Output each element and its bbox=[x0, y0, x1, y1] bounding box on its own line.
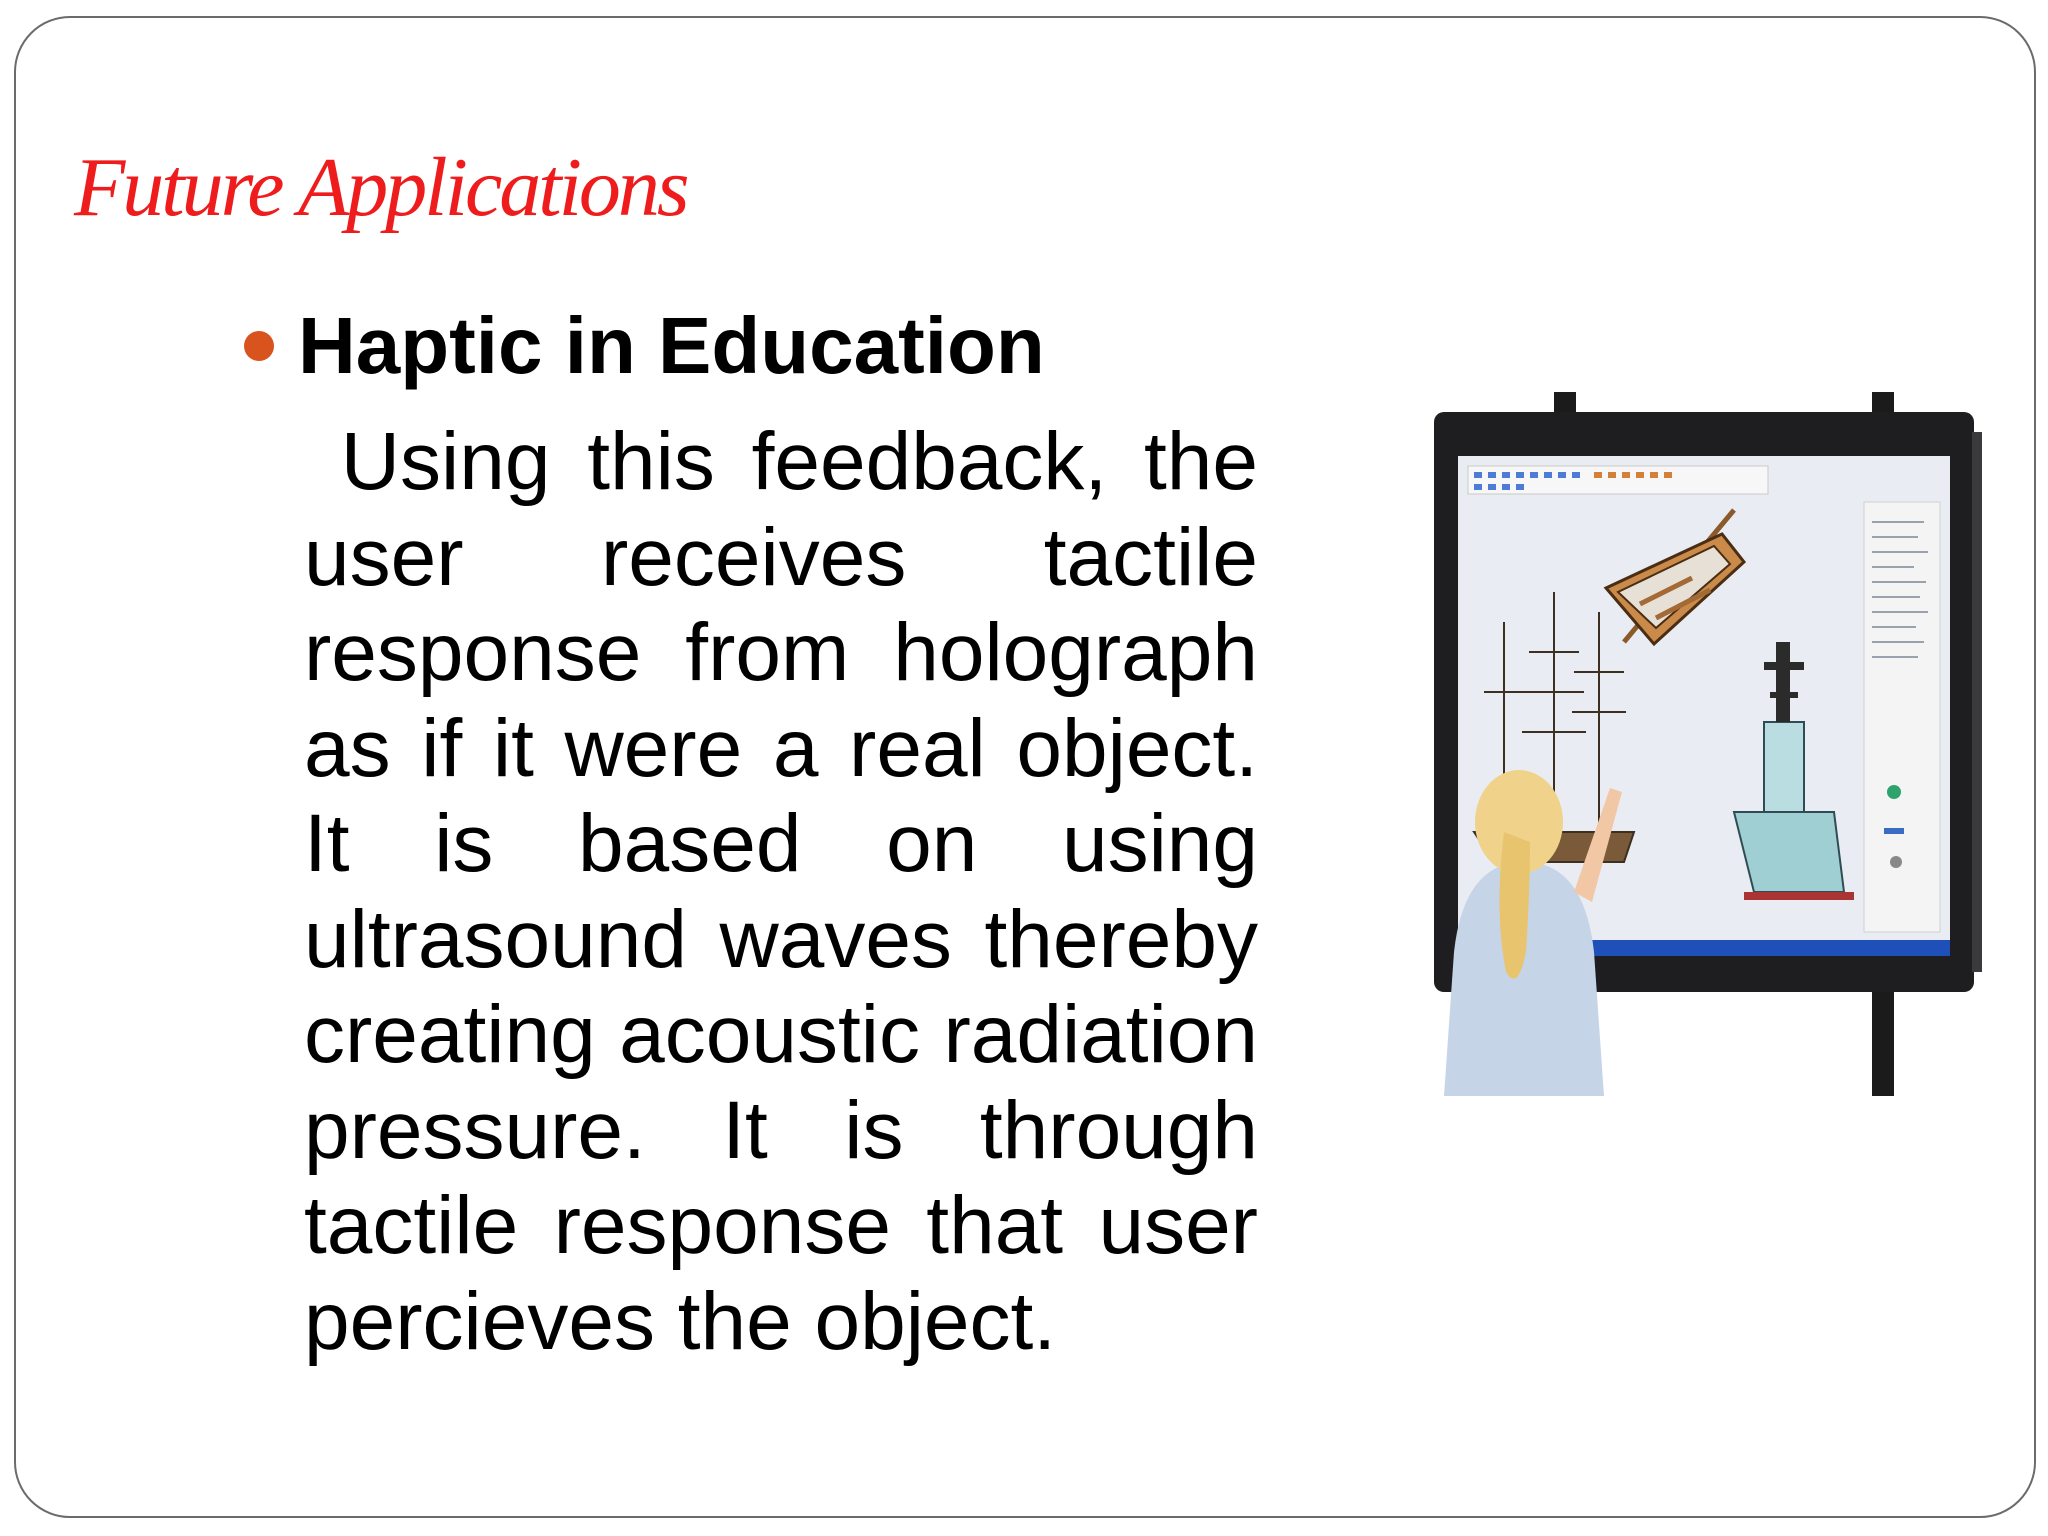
bullet-heading: Haptic in Education bbox=[298, 301, 1045, 390]
bullet-dot-icon bbox=[244, 331, 274, 361]
slide-title: Future Applications bbox=[74, 141, 687, 234]
whiteboard-photo bbox=[1434, 392, 2014, 1096]
bullet-item bbox=[244, 301, 1045, 391]
bullet-body-text: Using this feedback, the user receives tactile response from holograph as if it were a real object. It is based on using ultrasound waves thereby creating acoustic radiation pressure. It is through tactile response that user percieves the object. bbox=[304, 416, 1281, 1367]
slide-frame bbox=[14, 16, 2036, 1518]
toolbar bbox=[1468, 466, 1768, 494]
